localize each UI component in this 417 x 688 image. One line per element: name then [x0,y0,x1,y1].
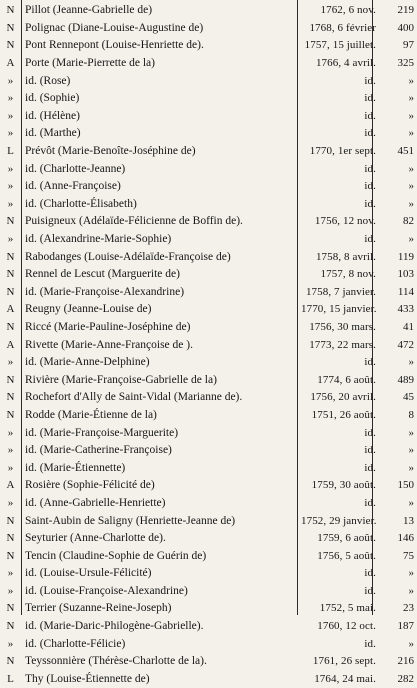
row-name: Tencin (Claudine-Sophie de Guérin de) [25,549,207,562]
row-letter: N [6,408,15,421]
row-number: 23 [403,602,414,615]
row-date: 1759, 30 août. [311,479,376,492]
row-number: » [408,356,414,369]
row-letter: A [6,303,15,316]
row-letter: » [7,461,14,474]
row-letter: N [6,620,15,633]
row-number: 13 [403,514,414,527]
row-date: 1757, 15 juillet. [304,39,376,52]
row-date: 1761, 26 sept. [312,655,376,668]
row-name: Puisigneux (Adélaïde-Félicienne de Boffin de). [25,215,243,228]
row-number: 400 [397,21,414,34]
row-date: 1752, 5 mai. [319,602,376,615]
table-row [0,547,417,565]
table-row [0,248,417,266]
row-date: id. [364,127,376,140]
row-name: Prévôt (Marie-Benoîte-Joséphine de) [25,145,196,158]
row-date: id. [364,461,376,474]
row-name: id. (Charlotte-Félicie) [25,637,126,650]
row-date: 1757, 8 nov. [320,268,376,281]
row-letter: A [6,479,15,492]
row-date: 1773, 22 mars. [309,338,376,351]
table-row [0,635,417,653]
row-name: id. (Marie-Françoise-Alexandrine) [25,285,185,298]
row-date: id. [364,444,376,457]
row-name: Rosière (Sophie-Félicité de) [25,479,155,492]
row-letter: » [7,444,14,457]
row-number: 75 [403,549,414,562]
table-row [0,90,417,108]
table-row [0,618,417,636]
register-table [0,2,417,688]
row-letter: A [6,338,15,351]
table-row [0,583,417,601]
row-number: » [408,461,414,474]
row-number: 8 [408,408,414,421]
row-date: id. [364,496,376,509]
table-row [0,424,417,442]
row-number: » [408,637,414,650]
row-name: Rabodanges (Louise-Adélaïde-Françoise de) [25,250,231,263]
row-letter: N [6,320,15,333]
table-row [0,319,417,337]
row-number: 216 [397,655,414,668]
table-row [0,671,417,688]
row-letter: L [7,145,14,158]
row-letter: » [7,426,14,439]
table-row [0,178,417,196]
row-letter: N [6,250,15,263]
row-number: » [408,444,414,457]
row-number: » [408,567,414,580]
row-name: Rivette (Marie-Anne-Françoise de ). [25,338,193,351]
row-date: id. [364,197,376,210]
row-letter: N [6,39,15,52]
table-row [0,213,417,231]
row-name: id. (Charlotte-Élisabeth) [25,197,137,210]
row-name: id. (Sophie) [25,92,80,105]
row-number: » [408,426,414,439]
row-name: id. (Alexandrine-Marie-Sophie) [25,233,172,246]
row-letter: N [6,373,15,386]
row-date: 1770, 15 janvier. [301,303,377,316]
row-number: 119 [397,250,414,263]
row-name: id. (Marie-Catherine-Françoise) [25,444,172,457]
row-number: 187 [397,620,414,633]
row-letter: » [7,584,14,597]
table-row [0,354,417,372]
table-row [0,477,417,495]
table-row [0,231,417,249]
row-number: » [408,233,414,246]
row-name: Porte (Marie-Pierrette de la) [25,57,155,70]
row-letter: » [7,567,14,580]
row-date: 1774, 6 août. [317,373,376,386]
row-date: id. [364,356,376,369]
row-name: Terrier (Suzanne-Reine-Joseph) [25,602,172,615]
row-name: Saint-Aubin de Saligny (Henriette-Jeanne de) [25,514,236,527]
row-date: 1751, 26 août. [311,408,376,421]
row-number: » [408,92,414,105]
row-date: id. [364,109,376,122]
row-date: id. [364,426,376,439]
row-date: id. [364,233,376,246]
table-row [0,442,417,460]
row-date: 1758, 8 avril. [315,250,376,263]
table-row [0,143,417,161]
row-number: » [408,162,414,175]
row-number: 103 [397,268,414,281]
row-date: 1756, 30 mars. [309,320,376,333]
row-date: id. [364,92,376,105]
row-number: » [408,74,414,87]
table-row [0,407,417,425]
row-name: Pillot (Jeanne-Gabrielle de) [25,4,153,17]
row-name: Rivière (Marie-Françoise-Gabrielle de la) [25,373,217,386]
row-number: 433 [397,303,414,316]
row-name: Teyssonnière (Thérèse-Charlotte de la). [25,655,207,668]
table-row [0,512,417,530]
table-row [0,336,417,354]
row-number: 114 [397,285,414,298]
row-date: 1762, 6 nov. [320,4,376,17]
row-letter: » [7,180,14,193]
row-name: id. (Louise-Françoise-Alexandrine) [25,584,188,597]
row-letter: N [6,391,15,404]
row-number: » [408,127,414,140]
row-name: Reugny (Jeanne-Louise de) [25,303,152,316]
row-letter: N [6,532,15,545]
row-number: » [408,109,414,122]
row-letter: L [7,672,14,685]
row-name: Seyturier (Anne-Charlotte de). [25,532,166,545]
row-date: id. [364,567,376,580]
row-number: » [408,180,414,193]
row-number: » [408,584,414,597]
table-row [0,284,417,302]
row-date: 1766, 4 avril. [315,57,376,70]
table-row [0,565,417,583]
table-row [0,653,417,671]
row-number: 97 [403,39,414,52]
row-date: 1756, 5 août. [317,549,376,562]
table-row [0,37,417,55]
row-date: 1756, 12 nov. [314,215,376,228]
row-letter: » [7,127,14,140]
row-date: 1759, 6 août. [317,532,376,545]
row-name: Polignac (Diane-Louise-Augustine de) [25,21,204,34]
row-number: 472 [397,338,414,351]
row-number: 489 [397,373,414,386]
row-letter: » [7,637,14,650]
row-letter: » [7,109,14,122]
table-row [0,125,417,143]
table-row [0,530,417,548]
row-letter: N [6,268,15,281]
table-row [0,301,417,319]
row-name: Rennel de Lescut (Marguerite de) [25,268,180,281]
row-name: id. (Rose) [25,74,71,87]
row-number: 451 [397,145,414,158]
row-number: 82 [403,215,414,228]
table-row [0,72,417,90]
row-name: Thy (Louise-Étiennette de) [25,672,150,685]
row-name: id. (Charlotte-Jeanne) [25,162,126,175]
row-name: id. (Marie-Françoise-Marguerite) [25,426,179,439]
table-row [0,266,417,284]
row-letter: » [7,496,14,509]
row-name: id. (Marthe) [25,127,81,140]
row-number: 45 [403,391,414,404]
row-number: 325 [397,57,414,70]
row-letter: N [6,655,15,668]
row-name: Rochefort d'Ally de Saint-Vidal (Marianne de). [25,391,243,404]
row-name: Rodde (Marie-Étienne de la) [25,408,157,421]
row-date: 1770, 1er sept. [309,145,376,158]
row-letter: » [7,162,14,175]
row-name: id. (Anne-Françoise) [25,180,121,193]
row-name: id. (Marie-Anne-Delphine) [25,356,150,369]
row-date: id. [364,180,376,193]
row-name: id. (Marie-Étiennette) [25,461,126,474]
table-row [0,600,417,618]
row-letter: » [7,233,14,246]
row-letter: N [6,549,15,562]
row-letter: » [7,356,14,369]
row-date: 1752, 29 janvier. [301,514,377,527]
row-letter: » [7,92,14,105]
table-row [0,459,417,477]
row-date: 1760, 12 oct. [317,620,376,633]
row-date: 1756, 20 avril. [310,391,376,404]
row-letter: » [7,74,14,87]
row-number: 150 [397,479,414,492]
row-date: 1758, 7 janvier. [305,285,376,298]
row-name: id. (Louise-Ursule-Félicité) [25,567,152,580]
table-row [0,20,417,38]
row-date: id. [364,162,376,175]
row-number: » [408,496,414,509]
row-number: » [408,197,414,210]
row-name: Pont Rennepont (Louise-Henriette de). [25,39,204,52]
table-row [0,389,417,407]
row-letter: N [6,4,15,17]
row-letter: N [6,285,15,298]
row-letter: » [7,197,14,210]
table-row [0,160,417,178]
table-row [0,108,417,126]
row-letter: N [6,21,15,34]
row-number: 282 [397,672,414,685]
row-letter: N [6,514,15,527]
row-name: id. (Marie-Daric-Philogène-Gabrielle). [25,620,204,633]
table-row [0,371,417,389]
row-number: 219 [397,4,414,17]
row-name: id. (Hélène) [25,109,80,122]
table-row [0,2,417,20]
row-date: id. [364,74,376,87]
row-name: Riccé (Marie-Pauline-Joséphine de) [25,320,191,333]
row-date: 1768, 6 février [309,21,376,34]
row-letter: N [6,602,15,615]
table-row [0,495,417,513]
row-name: id. (Anne-Gabrielle-Henriette) [25,496,166,509]
row-date: id. [364,584,376,597]
row-number: 41 [403,320,414,333]
row-date: 1764, 24 mai. [314,672,376,685]
table-row [0,196,417,214]
row-date: id. [364,637,376,650]
table-row [0,55,417,73]
row-number: 146 [397,532,414,545]
row-letter: N [6,215,15,228]
row-letter: A [6,57,15,70]
